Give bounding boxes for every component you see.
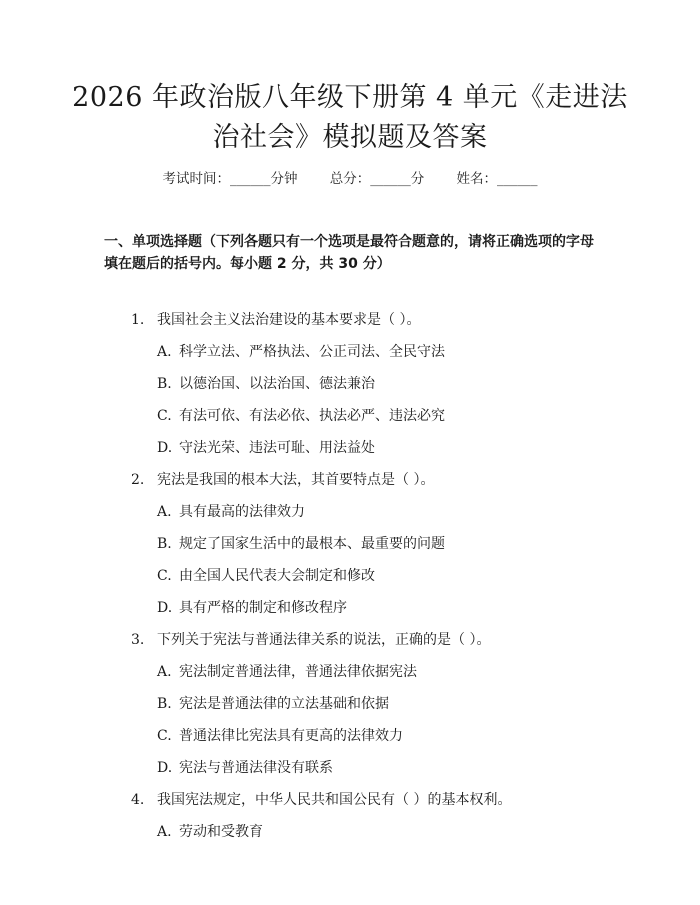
question-text: 宪法是我国的根本大法，其首要特点是（ ）。 xyxy=(157,472,435,488)
option-letter: C. xyxy=(157,568,172,584)
question-3-option-c xyxy=(157,727,607,745)
question-3-option-d xyxy=(157,759,607,777)
question-text: 下列关于宪法与普通法律关系的说法，正确的是（ ）。 xyxy=(157,632,491,648)
question-3 xyxy=(131,631,611,649)
exam-time-field: 考试时间：______分钟 xyxy=(162,171,298,187)
question-1-option-d xyxy=(157,439,607,457)
option-letter: B. xyxy=(157,376,172,392)
option-letter: C. xyxy=(157,408,172,424)
option-letter: D. xyxy=(157,600,173,616)
option-text: 有法可依、有法必依、执法必严、违法必究 xyxy=(179,408,445,424)
question-3-option-a xyxy=(157,663,607,681)
option-letter: D. xyxy=(157,760,173,776)
option-text: 科学立法、严格执法、公正司法、全民守法 xyxy=(179,344,445,360)
option-text: 劳动和受教育 xyxy=(179,824,263,840)
question-1-option-b xyxy=(157,375,607,393)
question-3-option-b xyxy=(157,695,607,713)
option-text: 守法光荣、违法可耻、用法益处 xyxy=(179,440,375,456)
option-letter: B. xyxy=(157,696,172,712)
question-number: 2. xyxy=(131,472,145,488)
option-letter: A. xyxy=(157,664,172,680)
total-score-field: 总分：______分 xyxy=(329,171,425,187)
option-text: 宪法与普通法律没有联系 xyxy=(179,760,333,776)
option-letter: A. xyxy=(157,344,172,360)
option-text: 由全国人民代表大会制定和修改 xyxy=(179,568,375,584)
option-text: 具有严格的制定和修改程序 xyxy=(179,600,347,616)
question-2-option-a xyxy=(157,503,607,521)
option-text: 规定了国家生活中的最根本、最重要的问题 xyxy=(179,536,445,552)
option-text: 宪法制定普通法律，普通法律依据宪法 xyxy=(179,664,417,680)
question-number: 3. xyxy=(131,632,145,648)
question-number: 4. xyxy=(131,792,145,808)
question-2-option-c xyxy=(157,567,607,585)
question-2 xyxy=(131,471,611,489)
question-2-option-b xyxy=(157,535,607,553)
question-text: 我国宪法规定，中华人民共和国公民有（ ）的基本权利。 xyxy=(157,792,512,808)
question-1 xyxy=(131,311,611,329)
option-letter: B. xyxy=(157,536,172,552)
option-text: 宪法是普通法律的立法基础和依据 xyxy=(179,696,389,712)
option-text: 具有最高的法律效力 xyxy=(179,504,305,520)
section-heading: 一、单项选择题（下列各题只有一个选项是最符合题意的，请将正确选项的字母填在题后的括号内。每小题 2 分，共 30 分） xyxy=(104,234,594,272)
option-text: 普通法律比宪法具有更高的法律效力 xyxy=(179,728,403,744)
option-letter: A. xyxy=(157,504,172,520)
question-1-option-c xyxy=(157,407,607,425)
student-name-field: 姓名：______ xyxy=(456,171,538,187)
question-1-option-a xyxy=(157,343,607,361)
option-letter: D. xyxy=(157,440,173,456)
option-text: 以德治国、以法治国、德法兼治 xyxy=(179,376,375,392)
exam-meta xyxy=(0,170,700,188)
question-4-option-a xyxy=(157,823,607,841)
question-4 xyxy=(131,791,611,809)
question-text: 我国社会主义法治建设的基本要求是（ ）。 xyxy=(157,312,421,328)
question-2-option-d xyxy=(157,599,607,617)
page-title: 2026 年政治版八年级下册第 4 单元《走进法治社会》模拟题及答案 xyxy=(72,82,628,153)
question-number: 1. xyxy=(131,312,145,328)
option-letter: C. xyxy=(157,728,172,744)
option-letter: A. xyxy=(157,824,172,840)
